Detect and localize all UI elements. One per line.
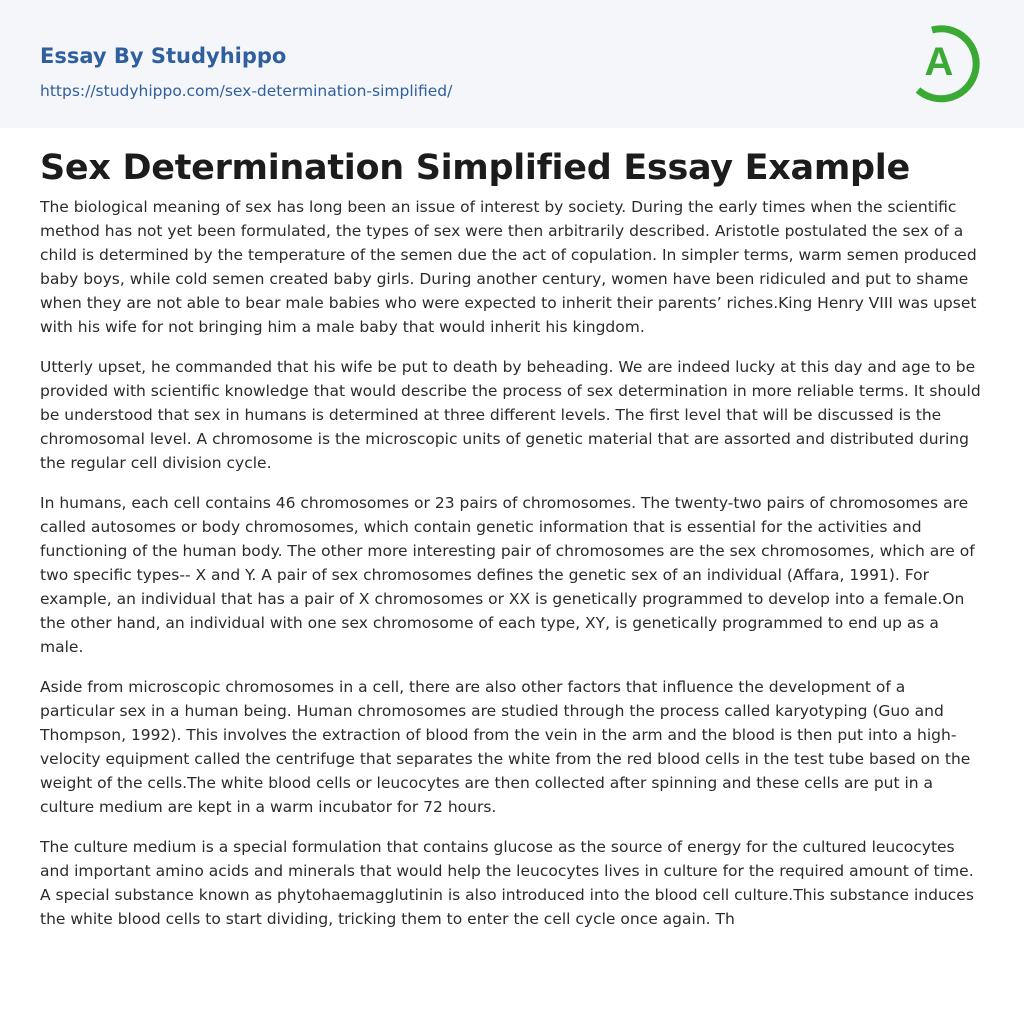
article xyxy=(0,128,1024,931)
site-url-link[interactable]: https://studyhippo.com/sex-determination-simplified/ xyxy=(40,82,453,100)
essay-paragraph: The culture medium is a special formulation that contains glucose as the source of energy for the cultured leucocytes and important amino acids and minerals that would help the leucocytes lives in culture for the required amount of time. A special substance known as phytohaemagglutinin is also introduced into the blood cell culture.This substance induces the white blood cells to start dividing, tricking them to enter the cell cycle once again. Th xyxy=(40,838,974,928)
essay-paragraph: The biological meaning of sex has long been an issue of interest by society. During the early times when the scientific method has not yet been formulated, the types of sex were then arbitrarily described. Aristotle postulated the sex of a child is determined by the temperature of the semen due the act of copulation. In simpler terms, warm semen produced baby boys, while cold semen created baby girls. During another century, women have been ridiculed and put to shame when they are not able to bear male babies who were expected to inherit their parents’ riches.King Henry VIII was upset with his wife for not bringing him a male baby that would inherit his kingdom. xyxy=(40,198,977,336)
studyhippo-logo-icon[interactable] xyxy=(912,18,988,106)
essay-paragraph: In humans, each cell contains 46 chromosomes or 23 pairs of chromosomes. The twenty-two pairs of chromosomes are called autosomes or body chromosomes, which contain genetic information that is essential for the activities and functioning of the human body. The other more interesting pair of chromosomes are the sex chromosomes, which are of two specific types-- X and Y. A pair of sex chromosomes defines the genetic sex of an individual (Affara, 1991). For example, an individual that has a pair of X chromosomes or XX is genetically programmed to develop into a female.On the other hand, an individual with one sex chromosome of each type, XY, is genetically programmed to end up as a male. xyxy=(40,494,975,656)
site-title[interactable]: Essay By Studyhippo xyxy=(40,44,287,68)
page-title: Sex Determination Simplified Essay Example xyxy=(40,148,910,188)
essay-paragraph: Aside from microscopic chromosomes in a cell, there are also other factors that influence the development of a particular sex in a human being. Human chromosomes are studied through the process called karyotyping (Guo and Thompson, 1992). This involves the extraction of blood from the vein in the arm and the blood is then put into a high-velocity equipment called the centrifuge that separates the white from the red blood cells in the test tube based on the weight of the cells.The white blood cells or leucocytes are then collected after spinning and these cells are put in a culture medium are kept in a warm incubator for 72 hours. xyxy=(40,678,971,816)
logo-letter: A xyxy=(924,40,954,84)
site-header xyxy=(0,0,1024,128)
essay-paragraph: Utterly upset, he commanded that his wife be put to death by beheading. We are indeed lucky at this day and age to be provided with scientific knowledge that would describe the process of sex determination in more reliable terms. It should be understood that sex in humans is determined at three different levels. The first level that will be discussed is the chromosomal level. A chromosome is the microscopic units of genetic material that are assorted and distributed during the regular cell division cycle. xyxy=(40,358,981,472)
